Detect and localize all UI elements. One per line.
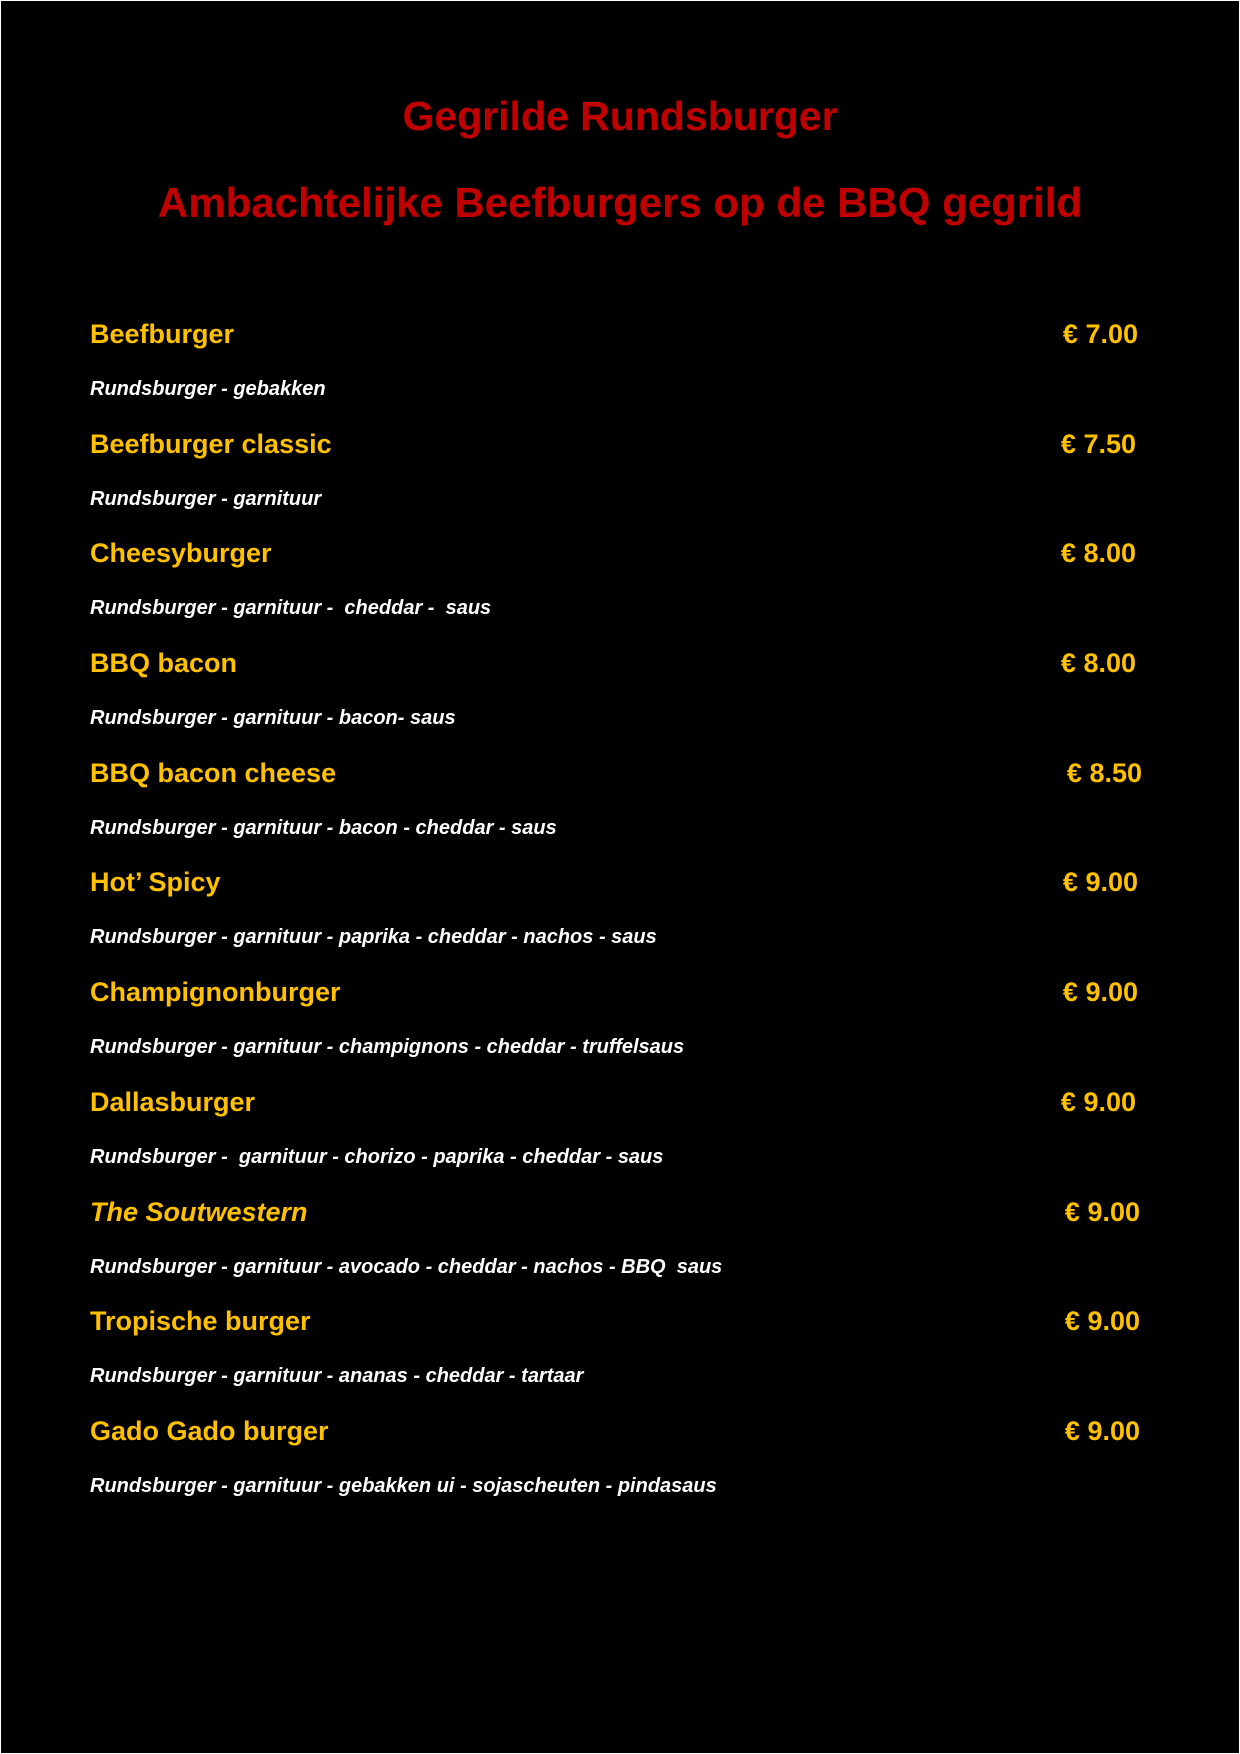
menu-item-description: Rundsburger - gebakken <box>90 378 326 400</box>
menu-item-price: € 8.00 <box>1060 538 1136 569</box>
menu-item <box>90 755 1160 865</box>
menu-item-price: € 7.50 <box>1060 428 1136 459</box>
menu-item-description: Rundsburger - garnituur - avocado - cheddar - nachos - BBQ saus <box>90 1255 723 1278</box>
menu-item-price: € 9.00 <box>1064 1415 1140 1446</box>
menu-item <box>90 1413 1160 1523</box>
menu-item-description: Rundsburger - garnituur - champignons - cheddar - truffelsaus <box>90 1036 685 1059</box>
menu-item-name: Dallasburger <box>90 1086 256 1117</box>
menu-item <box>90 316 1160 426</box>
menu-item-description: Rundsburger - garnituur - chorizo - paprika - cheddar - saus <box>90 1145 664 1168</box>
menu-item <box>90 1303 1160 1413</box>
menu-item-name: Champignonburger <box>90 977 341 1008</box>
menu-item-name: Hot’ Spicy <box>90 867 221 898</box>
menu-item <box>90 645 1160 755</box>
menu-item-description: Rundsburger - garnituur - ananas - cheddar - tartaar <box>90 1365 584 1388</box>
menu-item-name: Cheesyburger <box>90 538 272 569</box>
menu-list <box>90 316 1160 1523</box>
menu-item-price: € 9.00 <box>1064 1196 1140 1227</box>
menu-item-price: € 9.00 <box>1060 1086 1136 1117</box>
menu-item <box>90 974 1160 1084</box>
menu-item-name: BBQ bacon cheese <box>90 757 337 788</box>
menu-item-name: Gado Gado burger <box>90 1415 329 1446</box>
menu-item-name: Beefburger <box>90 319 235 349</box>
menu-item-name: Tropische burger <box>90 1306 311 1337</box>
menu-item-price: € 9.00 <box>1062 977 1138 1008</box>
menu-item-description: Rundsburger - garnituur - gebakken ui - sojascheuten - pindasaus <box>90 1474 717 1497</box>
menu-item <box>90 426 1160 536</box>
menu-item-description: Rundsburger - garnituur - cheddar - saus <box>90 597 492 620</box>
menu-item-name: Beefburger classic <box>90 428 332 459</box>
page-subtitle: Ambachtelijke Beefburgers op de BBQ gegrild <box>157 179 1083 226</box>
menu-item <box>90 535 1160 645</box>
menu-item <box>90 864 1160 974</box>
menu-item-price: € 7.00 <box>1062 319 1138 349</box>
menu-item-description: Rundsburger - garnituur <box>90 487 322 510</box>
menu-item-description: Rundsburger - garnituur - bacon - cheddar - saus <box>90 816 557 839</box>
menu-item-description: Rundsburger - garnituur - paprika - cheddar - nachos - saus <box>90 926 657 949</box>
menu-item <box>90 1084 1160 1194</box>
menu-item-price: € 9.00 <box>1062 867 1138 898</box>
menu-item-name: BBQ bacon <box>90 648 238 679</box>
menu-item-price: € 8.00 <box>1060 648 1136 679</box>
menu-item-price: € 9.00 <box>1064 1306 1140 1337</box>
menu-item-name: The Soutwestern <box>90 1196 308 1227</box>
menu-item-price: € 8.50 <box>1066 757 1142 788</box>
page-title: Gegrilde Rundsburger <box>402 93 838 139</box>
menu-item-description: Rundsburger - garnituur - bacon- saus <box>90 707 456 730</box>
menu-page <box>1 1 1239 1753</box>
menu-item <box>90 1194 1160 1304</box>
